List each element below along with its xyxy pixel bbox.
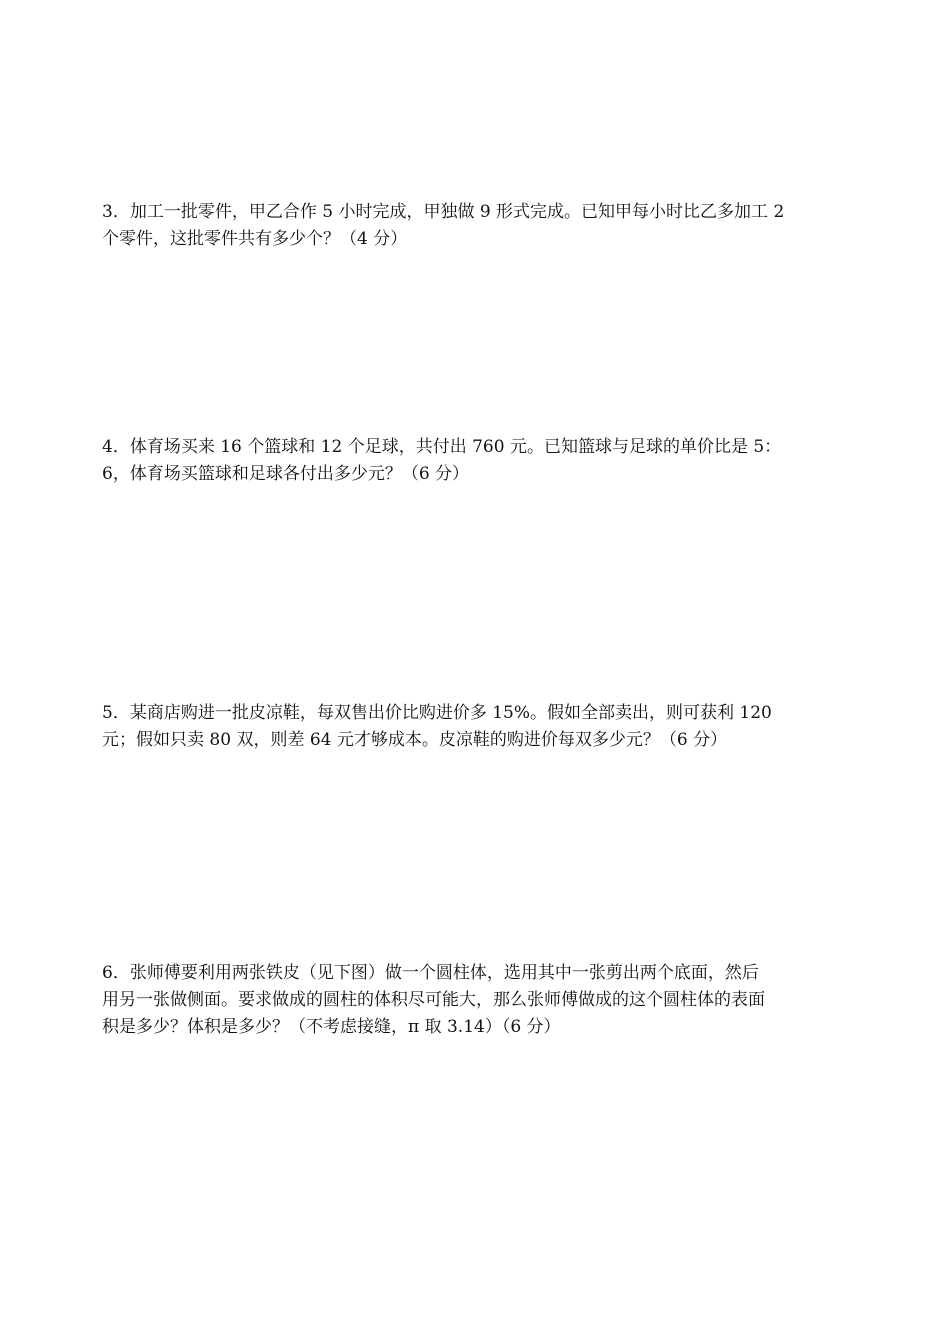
- question-4-line-1: 4．体育场买来 16 个篮球和 12 个足球，共付出 760 元。已知篮球与足球的单价比是 5：: [102, 437, 782, 457]
- question-4-line-2: 6，体育场买篮球和足球各付出多少元？（6 分）: [102, 464, 470, 484]
- question-6-line-2: 用另一张做侧面。要求做成的圆柱的体积尽可能大，那么张师傅做成的这个圆柱体的表面: [102, 990, 765, 1010]
- question-4: [102, 434, 862, 488]
- question-5: [102, 700, 862, 754]
- question-5-line-2: 元；假如只卖 80 双，则差 64 元才够成本。皮凉鞋的购进价每双多少元？（6 分）: [102, 730, 728, 750]
- question-3: [102, 199, 862, 253]
- question-3-line-1: 3．加工一批零件，甲乙合作 5 小时完成，甲独做 9 形式完成。已知甲每小时比乙多加工 2: [102, 202, 785, 222]
- question-6: [102, 960, 862, 1041]
- question-3-line-2: 个零件，这批零件共有多少个？（4 分）: [102, 229, 408, 249]
- question-6-line-3: 积是多少？体积是多少？（不考虑接缝，π 取 3.14）（6 分）: [102, 1017, 561, 1037]
- question-5-line-1: 5．某商店购进一批皮凉鞋，每双售出价比购进价多 15%。假如全部卖出，则可获利 120: [102, 703, 772, 723]
- question-6-line-1: 6．张师傅要利用两张铁皮（见下图）做一个圆柱体，选用其中一张剪出两个底面，然后: [102, 963, 759, 983]
